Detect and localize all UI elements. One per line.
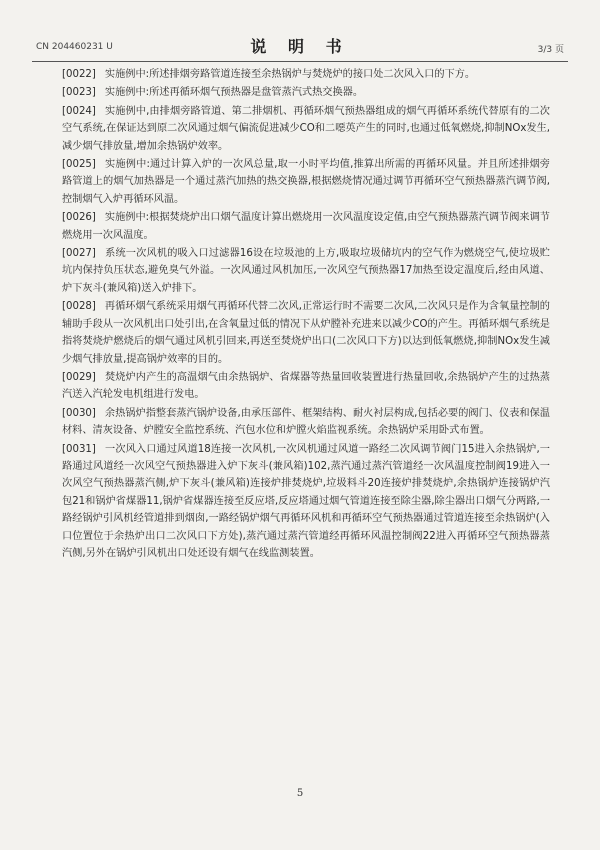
paragraph-number: [0030] xyxy=(62,407,96,419)
paragraph-0027 xyxy=(62,245,550,297)
page-number: 5 xyxy=(296,788,304,799)
paragraph-text: 一次风入口通过风道18连接一次风机,一次风机通过风道一路经二次风调节阀门15进入余热锅炉,一路通过风道经一次风空气预热器进入炉下灰斗(兼风箱)102,蒸汽通过蒸汽管道经一次风温度控制阀19进入一次风空气预热器蒸汽侧,炉下灰斗(兼风箱)连接炉排焚烧炉,垃圾料斗20连接炉排焚烧炉,余热锅炉连接锅炉汽包21和锅炉省煤器11,锅炉省煤器连接至反应塔,反应塔通过烟气管道连接至除尘器,除尘器出口烟气分两路,一路经锅炉引风机经管道排到烟囱,一路经锅炉烟气再循环风机和再循环空气预热器通过管道连接至余热锅炉(入口位置位于余热炉出口二次风口下方处),蒸汽通过蒸汽管道经再循环风温控制阀22进入再循环空气预热器蒸汽侧,另外在锅炉引风机出口处还设有烟气在线监测装置。 xyxy=(62,443,550,559)
paragraph-number: [0026] xyxy=(62,212,96,224)
paragraph-text: 焚烧炉内产生的高温烟气由余热锅炉、省煤器等热量回收装置进行热量回收,余热锅炉产生的过热蒸汽送入汽轮发电机组进行发电。 xyxy=(62,371,550,401)
paragraph-number: [0024] xyxy=(62,105,96,117)
paragraph-0022 xyxy=(62,66,550,83)
document-title: 说 明 书 xyxy=(250,37,350,56)
patent-number: CN 204460231 U xyxy=(36,42,113,52)
paragraph-0028 xyxy=(62,298,550,368)
paragraph-text: 系统一次风机的吸入口过滤器16设在垃圾池的上方,吸取垃圾储坑内的空气作为燃烧空气,使垃圾贮坑内保持负压状态,避免臭气外溢。一次风通过风机加压,一次风空气预热器17加热至设定温度后,经由风道、炉下灰斗(兼风箱)送入炉排下。 xyxy=(62,248,550,294)
paragraph-text: 实施例中:所述排烟旁路管道连接至余热锅炉与焚烧炉的接口处二次风入口的下方。 xyxy=(104,69,476,80)
paragraph-number: [0027] xyxy=(62,248,96,260)
paragraph-0030 xyxy=(62,405,550,440)
document-body xyxy=(62,66,550,563)
paragraph-0031 xyxy=(62,441,550,563)
paragraph-0025 xyxy=(62,156,550,208)
paragraph-number: [0028] xyxy=(62,301,96,313)
paragraph-text: 实施例中:通过计算入炉的一次风总量,取一小时平均值,推算出所需的再循环风量。并且所述排烟旁路管道上的烟气加热器是一个通过蒸汽加热的热交换器,根据燃烧情况通过调节再循环空气预热器蒸汽调节阀,控制烟气入炉再循环风温。 xyxy=(62,159,550,205)
paragraph-text: 实施例中:所述再循环烟气预热器是盘管蒸汽式热交换器。 xyxy=(104,87,364,99)
paragraph-number: [0025] xyxy=(62,159,96,171)
paragraph-text: 再循环烟气系统采用烟气再循环代替二次风,正常运行时不需要二次风,二次风只是作为含氧量控制的辅助手段从一次风机出口处引出,在含氧量过低的情况下从炉膛补充进来以减少CO的产生。再循环烟气系统是指将焚烧炉燃烧后的烟气通过风机引回来,再送至焚烧炉出口(二次风口下方)以达到低氧燃烧,抑制NOx发生减少烟气排放量,提高锅炉效率的目的。 xyxy=(62,301,550,365)
paragraph-number: [0023] xyxy=(62,87,96,99)
header-rule xyxy=(32,61,568,62)
paragraph-0029 xyxy=(62,369,550,404)
paragraph-text: 余热锅炉指整套蒸汽锅炉设备,由承压部件、框架结构、耐火衬层构成,包括必要的阀门、仪表和保温材料、清灰设备、炉膛安全监控系统、汽包水位和炉膛火焰监视系统。余热锅炉采用卧式布置。 xyxy=(62,407,550,437)
paragraph-number: [0022] xyxy=(62,69,96,80)
paragraph-number: [0029] xyxy=(62,371,96,383)
paragraph-number: [0031] xyxy=(62,443,96,455)
page-header xyxy=(32,30,568,62)
paragraph-text: 实施例中,由排烟旁路管道、第二排烟机、再循环烟气预热器组成的烟气再循环系统代替原有的二次空气系统,在保证达到原二次风通过烟气偏流促进减少CO和二噁英产生的同时,也通过低氧燃烧,抑制NOx发生,减少烟气排放量,增加余热锅炉效率。 xyxy=(62,105,550,152)
paragraph-0026 xyxy=(62,209,550,244)
paragraph-0024 xyxy=(62,103,550,155)
paragraph-0023 xyxy=(62,84,550,101)
page-count: 3/3 页 xyxy=(537,45,564,55)
paragraph-text: 实施例中:根据焚烧炉出口烟气温度计算出燃烧用一次风温度设定值,由空气预热器蒸汽调节阀来调节燃烧用一次风温度。 xyxy=(62,212,550,241)
